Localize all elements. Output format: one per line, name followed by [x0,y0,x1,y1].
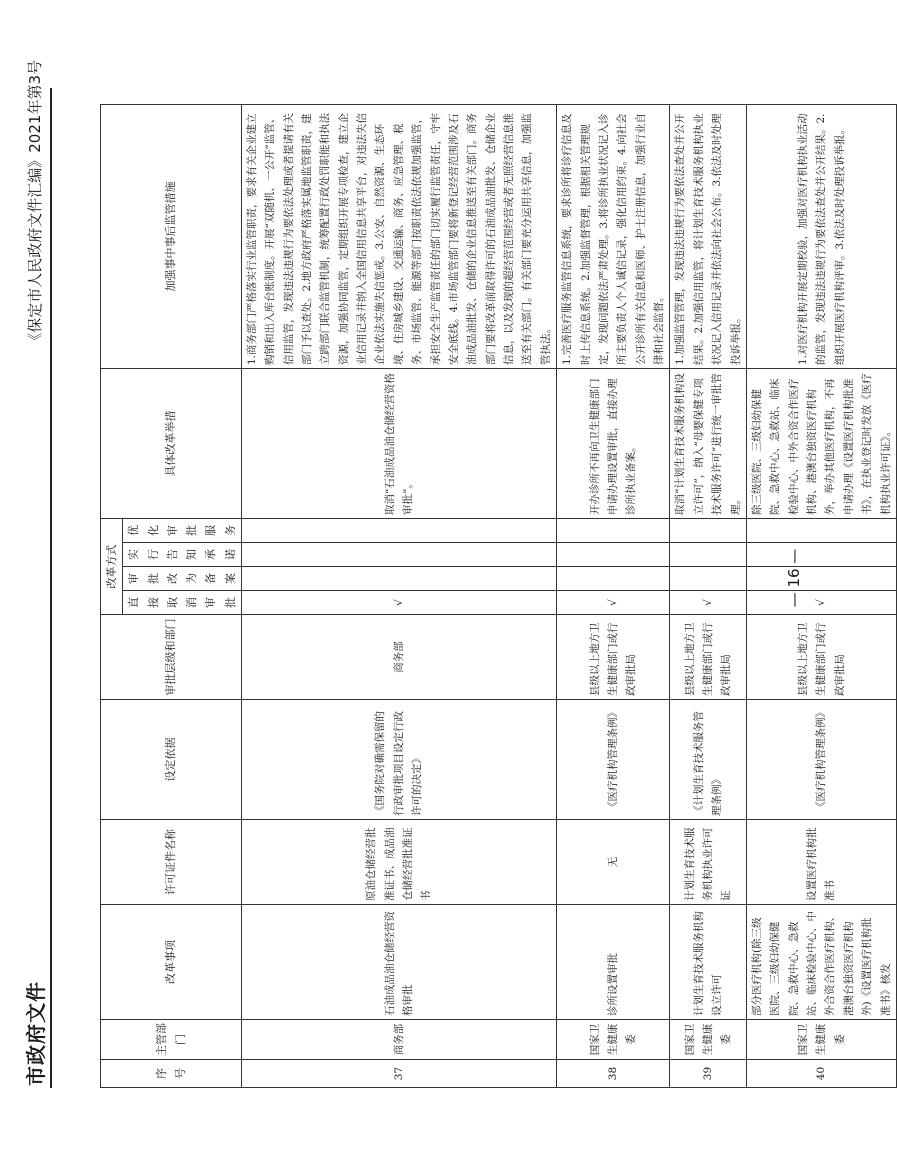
cell-mode-optimize [557,519,670,543]
cell-no: 40 [746,1060,896,1088]
cell-mode-record [670,567,747,591]
cell-supervision: 1.对医疗机构开展定期校验，加强对医疗机构执业活动的监管，发现违法违规行为要依法查处并公开结果。2.组织开展医疗机构评审。3.依法及时处理投诉举报。 [746,105,896,369]
cell-measures: 开办诊所不再向卫生健康部门申请办理设置审批，直接办理诊所执业备案。 [557,369,670,519]
header-row [101,105,123,1088]
cell-no: 38 [557,1060,670,1088]
cell-level: 商务部 [241,615,556,700]
col-mode-optimize: 优化审批服务 [123,519,242,543]
cell-measures: 取消“石油成品油仓储经营资格审批”。 [241,369,556,519]
cell-mode-cancel: √ [557,591,670,615]
cell-mode-optimize [241,519,556,543]
section-title: 市政府文件 [24,981,48,1086]
table-row [557,105,670,1088]
col-measures: 具体改革举措 [101,369,242,519]
cell-license: 计划生育技术服务机构执业许可证 [670,820,747,905]
cell-measures: 取消“计划生育技术服务机构设立许可”，纳入“母婴保健专项技术服务许可”进行统一审批管理。 [670,369,747,519]
cell-mode-notify [746,543,896,567]
cell-license: 原油仓储经营批准证书、成品油仓储经营批准证书 [241,820,556,905]
col-mode-record: 审批改为备案 [123,567,242,591]
col-mode-cancel: 直接取消审批 [123,591,242,615]
col-dept: 主管部门 [101,1020,242,1060]
cell-measures: 除三级医院、三级妇幼保健院、急救中心、急救站、临床检验中心、中外合资合作医疗机构、港澳台独资医疗机构外，举办其他医疗机构，不再申请办理《设置医疗机构批准书》，在执业登记时发放《医疗机构执业许可证》。 [746,369,896,519]
cell-dept: 国家卫生健康委 [557,1020,670,1060]
cell-mode-record [241,567,556,591]
cell-level: 县级以上地方卫生健康部门或行政审批局 [670,615,747,700]
cell-item: 石油成品油仓储经营资格审批 [241,905,556,1020]
cell-dept: 国家卫生健康委 [670,1020,747,1060]
cell-dept: 国家卫生健康委 [746,1020,896,1060]
cell-license: 无 [557,820,670,905]
col-mode-group: 改革方式 [101,519,123,615]
cell-item: 计划生育技术服务机构设立许可 [670,905,747,1020]
header-rule [50,88,52,1088]
cell-mode-record [557,567,670,591]
cell-mode-cancel: √ [241,591,556,615]
cell-item: 诊所设置审批 [557,905,670,1020]
cell-supervision: 1.商务部门严格落实行业监管职责，要求有关企业建立购销和出入库台账制度。开展“双随机、一公开”监管、信用监管，发现违法违规行为要依法处理或者提请有关部门予以查处。2.地方政府严格落实属地监管职责，建立跨部门联合监管机制，统筹配置行政处罚职能和执法资源，加强协同监管，定期组织开展专项检查，建立企业信用记录并纳入全国信用信息共享平台，对违法失信企业依法实施失信惩戒。3.公安、自然资源、生态环境、住房城乡建设、交通运输、商务、应急管理、税务、市场监管、能源等部门按职责依法依规加强监管，承担安全生产监管责任的部门切实履行监管责任，守牢安全底线。4.市场监管部门要将新登记经营范围涉及石油成品油批发、仓储的企业信息推送至有关部门。商务部门要将改革前取得许可的石油成品油批发、仓储企业信息，以及发现的超经营范围经营或者无照经营信息推送至有关部门。有关部门要充分运用共享信息，加强监管执法。 [241,105,556,369]
cell-supervision: 1.完善医疗服务监管信息系统，要求诊所将诊疗信息及时上传信息系统。2.加强监督管理，根据相关管理规定，发现问题依法严肃处理。3.将诊所执业状况记入诊所主要负责人个人诚信记录，强化信用约束。4.向社会公开诊所有关信息和医师、护士注册信息，加强行业自律和社会监督。 [557,105,670,369]
table-row [241,105,556,1088]
cell-basis: 《医疗机构管理条例》 [746,700,896,820]
col-basis: 设定依据 [101,700,242,820]
cell-license: 设置医疗机构批准书 [746,820,896,905]
table-row [746,105,896,1088]
cell-level: 县级以上地方卫生健康部门或行政审批局 [746,615,896,700]
table-row [670,105,747,1088]
page-number: — 16 — [785,548,803,608]
cell-no: 37 [241,1060,556,1088]
col-no: 序号 [101,1060,242,1088]
reform-table [100,104,897,1088]
cell-mode-optimize [670,519,747,543]
cell-dept: 商务部 [241,1020,556,1060]
cell-mode-cancel: √ [670,591,747,615]
cell-mode-record [746,567,896,591]
cell-mode-notify [557,543,670,567]
cell-basis: 《医疗机构管理条例》 [557,700,670,820]
col-item: 改革事项 [101,905,242,1020]
cell-supervision: 1.加强监管管理，发现违法违规行为要依法查处并公开结果。2.加强信用监管，将计划生育技术服务机构执业状况记入信用记录并依法向社会公布。3.依法及时处理投诉举报。 [670,105,747,369]
col-supervision: 加强事中事后监管措施 [101,105,242,369]
cell-level: 县级以上地方卫生健康部门或行政审批局 [557,615,670,700]
col-mode-notify: 实行告知承诺 [123,543,242,567]
cell-no: 39 [670,1060,747,1088]
cell-mode-notify [670,543,747,567]
cell-basis: 《国务院对确需保留的行政审批项目设定行政许可的决定》 [241,700,556,820]
cell-item: 部分医疗机构(除三级医院、三级妇幼保健院、急救中心、急救站、临床检验中心、中外合资合作医疗机构、港澳台独资医疗机构外)《设置医疗机构批准书》核发 [746,905,896,1020]
publication-title: 《保定市人民政府文件汇编》2021年第3号 [26,60,44,348]
col-level: 审批层级和部门 [101,615,242,700]
cell-mode-cancel: √ [746,591,896,615]
cell-mode-optimize [746,519,896,543]
cell-basis: 《计划生育技术服务管理条例》 [670,700,747,820]
col-license: 许可证件名称 [101,820,242,905]
cell-mode-notify [241,543,556,567]
